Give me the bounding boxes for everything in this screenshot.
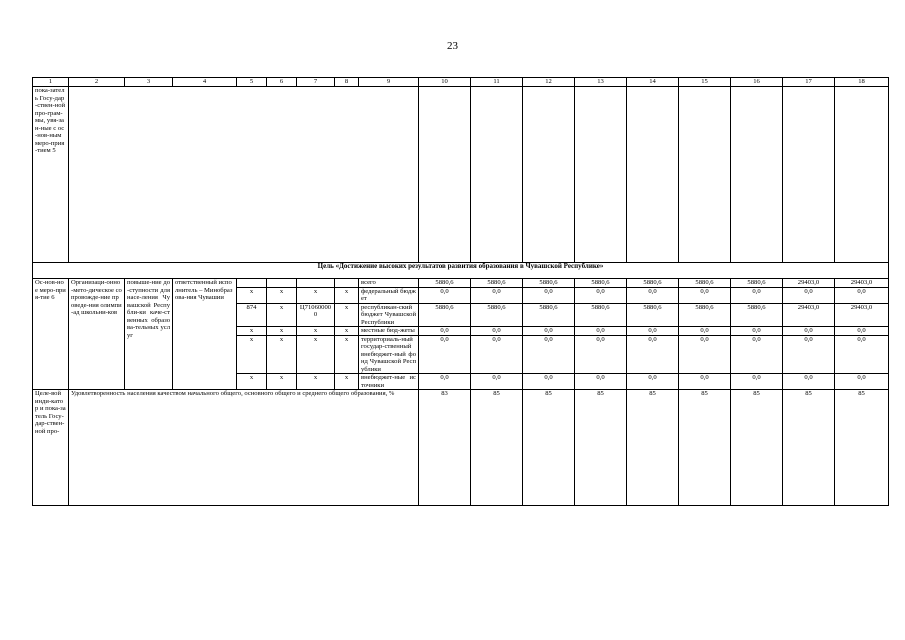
value-cell: 0,0 [731, 335, 783, 374]
value-cell: 0,0 [731, 287, 783, 303]
column-header: 8 [335, 78, 359, 87]
column-header: 16 [731, 78, 783, 87]
column-header: 17 [783, 78, 835, 87]
value-cell: 5880,6 [419, 303, 471, 327]
continuation-label: пока-затель Госу-дар-ствен-ной про-грам-мы, увя-зан-ные с ос-нов-ным меро-прия-тием 5 [33, 87, 69, 263]
column-header: 6 [267, 78, 297, 87]
indicator-value: 85 [783, 390, 835, 506]
value-cell: 0,0 [835, 374, 889, 390]
funding-source: республикан-ский бюджет Чувашской Республики [359, 303, 419, 327]
value-cell: 0,0 [523, 374, 575, 390]
value-cell: 0,0 [523, 327, 575, 336]
empty-cell [419, 87, 471, 263]
budget-code-cell: x [267, 287, 297, 303]
value-cell: 5880,6 [471, 303, 523, 327]
budget-code-cell: x [297, 374, 335, 390]
indicator-value: 85 [679, 390, 731, 506]
value-cell: 0,0 [471, 327, 523, 336]
value-cell: 0,0 [679, 374, 731, 390]
budget-code-cell: x [237, 327, 267, 336]
value-cell: 0,0 [679, 335, 731, 374]
budget-code-cell [335, 279, 359, 288]
value-cell: 5880,6 [627, 303, 679, 327]
value-cell: 0,0 [575, 327, 627, 336]
program-table [32, 77, 889, 506]
value-cell: 0,0 [523, 287, 575, 303]
value-cell: 5880,6 [627, 279, 679, 288]
value-cell: 0,0 [731, 327, 783, 336]
value-cell: 0,0 [471, 335, 523, 374]
value-cell: 0,0 [679, 327, 731, 336]
empty-cell [679, 87, 731, 263]
budget-code-cell: x [267, 335, 297, 374]
event-name: Организаци-онно-мето-дическое сопровожде-ние проведе-ния олимпи-ад школьни-ков [69, 279, 125, 390]
value-cell: 0,0 [679, 287, 731, 303]
event-result: повыше-ние до-ступности для насе-ления Чувашской Республи-ки каче-ственных образова-тельных услуг [125, 279, 173, 390]
budget-code-cell: x [297, 327, 335, 336]
page-number: 23 [447, 40, 458, 52]
value-cell: 0,0 [471, 287, 523, 303]
value-cell: 0,0 [835, 335, 889, 374]
goal-heading: Цель «Достижение высоких результатов развития образования в Чувашской Республике» [33, 263, 889, 279]
empty-cell [783, 87, 835, 263]
empty-cell [471, 87, 523, 263]
value-cell: 5880,6 [731, 303, 783, 327]
value-cell: 5880,6 [731, 279, 783, 288]
column-header-row [33, 78, 889, 87]
continuation-row [33, 87, 889, 263]
column-header: 14 [627, 78, 679, 87]
indicator-label: Целе-вой инди-катор и пока-затель Госу-дар-ствен-ной про- [33, 390, 69, 506]
column-header: 13 [575, 78, 627, 87]
empty-cell [575, 87, 627, 263]
budget-code-cell: x [335, 335, 359, 374]
indicator-value: 85 [835, 390, 889, 506]
event-label: Ос-нов-ное меро-прия-тие 6 [33, 279, 69, 390]
budget-code-cell [297, 279, 335, 288]
indicator-value: 85 [575, 390, 627, 506]
column-header: 5 [237, 78, 267, 87]
value-cell: 0,0 [419, 335, 471, 374]
indicator-value: 85 [731, 390, 783, 506]
value-cell: 5880,6 [523, 279, 575, 288]
funding-row [33, 279, 889, 288]
empty-cell [523, 87, 575, 263]
value-cell: 29403,0 [783, 303, 835, 327]
goal-row [33, 263, 889, 279]
budget-code-cell: x [297, 287, 335, 303]
column-header: 2 [69, 78, 125, 87]
budget-code-cell [267, 279, 297, 288]
budget-code-cell: x [335, 303, 359, 327]
column-header: 9 [359, 78, 419, 87]
budget-code-cell: x [237, 335, 267, 374]
value-cell: 0,0 [783, 374, 835, 390]
budget-code-cell: 874 [237, 303, 267, 327]
event-executor: ответственный исполнитель – Минобразова-ния Чувашии [173, 279, 237, 390]
value-cell: 0,0 [731, 374, 783, 390]
empty-cell [69, 87, 419, 263]
value-cell: 0,0 [627, 287, 679, 303]
value-cell: 0,0 [835, 327, 889, 336]
budget-code-cell: x [237, 374, 267, 390]
value-cell: 0,0 [575, 287, 627, 303]
value-cell: 0,0 [575, 335, 627, 374]
value-cell: 0,0 [783, 327, 835, 336]
budget-code-cell: x [267, 327, 297, 336]
budget-code-cell: Ц710600000 [297, 303, 335, 327]
value-cell: 0,0 [783, 335, 835, 374]
empty-cell [627, 87, 679, 263]
column-header: 18 [835, 78, 889, 87]
indicator-value: 85 [471, 390, 523, 506]
value-cell: 0,0 [419, 374, 471, 390]
indicator-text: Удовлетворенность населения качеством начального общего, основного общего и среднего общего образования, % [69, 390, 419, 506]
value-cell: 0,0 [419, 287, 471, 303]
value-cell: 5880,6 [679, 303, 731, 327]
value-cell: 0,0 [523, 335, 575, 374]
budget-code-cell: x [267, 303, 297, 327]
budget-code-cell: x [267, 374, 297, 390]
value-cell: 29403,0 [835, 279, 889, 288]
funding-source: всего [359, 279, 419, 288]
indicator-value: 83 [419, 390, 471, 506]
value-cell: 0,0 [471, 374, 523, 390]
budget-code-cell: x [335, 327, 359, 336]
value-cell: 5880,6 [419, 279, 471, 288]
value-cell: 29403,0 [835, 303, 889, 327]
column-header: 4 [173, 78, 237, 87]
indicator-value: 85 [627, 390, 679, 506]
value-cell: 0,0 [627, 335, 679, 374]
value-cell: 29403,0 [783, 279, 835, 288]
value-cell: 0,0 [575, 374, 627, 390]
funding-source: внебюджет-ные источники [359, 374, 419, 390]
budget-code-cell: x [335, 287, 359, 303]
column-header: 12 [523, 78, 575, 87]
funding-source: территориаль-ный государ-ственный внебюджет-ный фонд Чувашской Республики [359, 335, 419, 374]
value-cell: 5880,6 [523, 303, 575, 327]
value-cell: 0,0 [783, 287, 835, 303]
indicator-value: 85 [523, 390, 575, 506]
value-cell: 5880,6 [679, 279, 731, 288]
empty-cell [835, 87, 889, 263]
value-cell: 0,0 [627, 374, 679, 390]
value-cell: 5880,6 [471, 279, 523, 288]
value-cell: 0,0 [419, 327, 471, 336]
column-header: 1 [33, 78, 69, 87]
funding-source: федеральный бюджет [359, 287, 419, 303]
budget-code-cell: x [237, 287, 267, 303]
funding-source: местные бюд-жеты [359, 327, 419, 336]
value-cell: 0,0 [627, 327, 679, 336]
column-header: 10 [419, 78, 471, 87]
budget-code-cell: x [297, 335, 335, 374]
column-header: 3 [125, 78, 173, 87]
empty-cell [731, 87, 783, 263]
column-header: 11 [471, 78, 523, 87]
indicator-row [33, 390, 889, 506]
column-header: 15 [679, 78, 731, 87]
value-cell: 5880,6 [575, 279, 627, 288]
budget-code-cell: x [335, 374, 359, 390]
value-cell: 0,0 [835, 287, 889, 303]
budget-code-cell [237, 279, 267, 288]
value-cell: 5880,6 [575, 303, 627, 327]
column-header: 7 [297, 78, 335, 87]
